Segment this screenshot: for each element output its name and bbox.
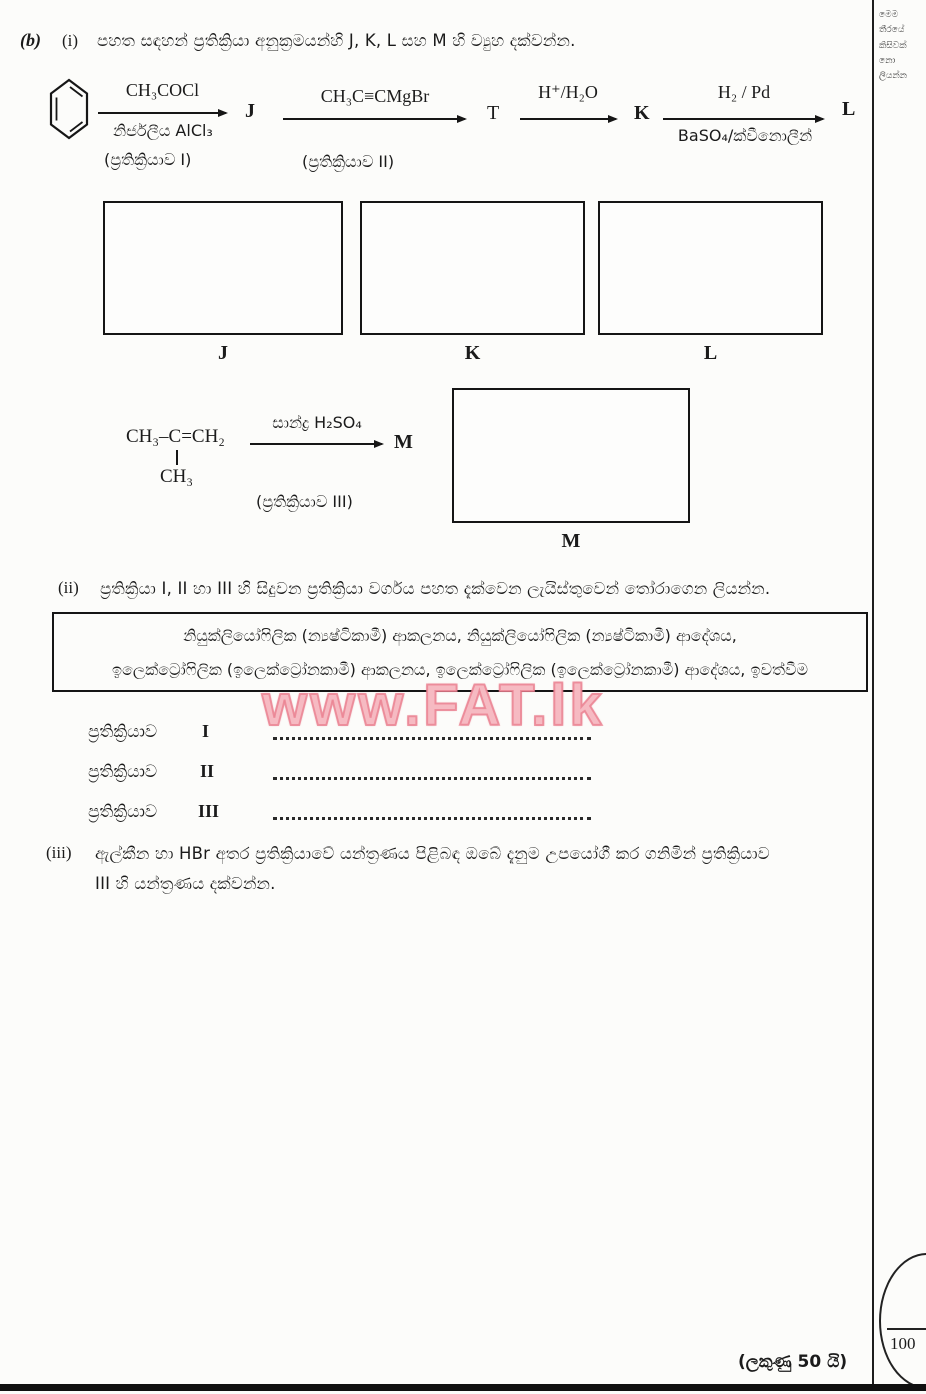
benzene-ring-icon	[47, 78, 91, 147]
part-iii-label: (iii)	[46, 843, 72, 862]
marks-ellipse	[879, 1253, 926, 1389]
watermark-text: www.FAT.lk	[262, 673, 605, 738]
part-iii-text-line2: III හි යන්ත්‍රණය දක්වන්න.	[95, 874, 276, 893]
margin-note-line: කිසිවක්	[879, 40, 907, 51]
answer-row-2-numeral: II	[200, 761, 215, 781]
margin-note-line: තීරයේ	[879, 25, 905, 36]
branch-bond-line	[176, 450, 178, 465]
right-margin-rule	[872, 0, 874, 1390]
marks-total-number: 100	[890, 1334, 916, 1353]
structure-box-l[interactable]	[598, 201, 823, 335]
reaction1-caption: (ප්‍රතික්‍රියාව I)	[104, 150, 192, 169]
reaction3-condition-label: සාන්ද්‍ර H₂SO₄	[272, 413, 362, 432]
reaction3-caption: (ප්‍රතික්‍රියාව III)	[256, 492, 353, 511]
answer-row-1-dotted-line[interactable]	[273, 737, 591, 740]
reaction1-arrow	[98, 112, 226, 114]
box-j-label: J	[218, 342, 228, 364]
structure-box-m[interactable]	[452, 388, 690, 523]
product-l-letter: L	[842, 98, 856, 120]
part-ii-label: (ii)	[58, 578, 79, 597]
box-l-label: L	[703, 342, 718, 364]
options-line-1: නියුක්ලියෝෆිලික (න්‍යෂ්ටිකාමී) ආකලනය, නියුක්ලියෝෆිලික (න්‍යෂ්ටිකාමී) ආදේශය,	[183, 626, 737, 645]
marks-fraction-line	[887, 1328, 926, 1330]
answer-row-2-label: ප්‍රතික්‍රියාව	[88, 762, 158, 782]
structure-box-j[interactable]	[103, 201, 343, 335]
product-k-letter: K	[634, 102, 650, 124]
box-k-label: K	[464, 342, 481, 364]
total-marks-note: (ලකුණු 50 යි)	[738, 1352, 848, 1372]
reaction4-arrow	[663, 118, 823, 120]
question-b-label: (b)	[20, 30, 41, 50]
reaction2-arrow	[283, 118, 465, 120]
answer-row-1-label: ප්‍රතික්‍රියාව	[88, 722, 158, 742]
structure-box-k[interactable]	[360, 201, 585, 335]
options-line-2: ඉලෙක්ට්‍රෝෆිලික (ඉලෙක්ට්‍රෝනකාමී) ආකලනය, ඉලෙක්ට්‍රෝෆිලික (ඉලෙක්ට්‍රෝනකාමී) ආදේශය, ඉවත්වීම	[112, 660, 808, 679]
part-i-label: (i)	[62, 31, 79, 50]
reaction4-reagent: H₂ / Pd	[717, 82, 771, 102]
reaction2-reagent: CH₃C≡CMgBr	[320, 86, 430, 106]
reaction1-condition: නිර්ජලීය AlCl₃	[113, 121, 213, 140]
isobutylene-branch: CH₃	[160, 466, 194, 487]
answer-row-2-dotted-line[interactable]	[273, 777, 591, 780]
reaction1-reagent: CH₃COCl	[125, 80, 200, 100]
box-m-label: M	[561, 530, 581, 552]
part-i-question-text: පහත සඳහන් ප්‍රතික්‍රියා අනුක්‍රමයන්හි J, K, L සහ M හි ව්‍යුහ දක්වන්න.	[97, 31, 576, 50]
answer-row-1-numeral: I	[202, 721, 210, 741]
isobutylene-formula: CH₃–C=CH₂	[126, 426, 225, 447]
part-iii-text-line1: ඇල්කීන හා HBr අතර ප්‍රතික්‍රියාවේ යන්ත්‍රණය පිළිබඳ ඔබේ දැනුම උපයෝගී කර ගනිමින් ප්‍රතික්‍රියාව	[95, 844, 770, 863]
product-j-letter: J	[245, 100, 255, 122]
product-m-letter: M	[394, 431, 413, 453]
margin-note	[879, 8, 925, 84]
margin-note-line: මෙම	[879, 10, 899, 20]
product-t-letter: T	[487, 102, 500, 124]
part-ii-question-text: ප්‍රතික්‍රියා I, II හා III හි සිදුවන ප්‍රතික්‍රියා වර්ගය පහත දැක්වෙන ලැයිස්තුවෙන් තෝරාගෙන ලියන්න.	[100, 579, 771, 598]
answer-row-3-dotted-line[interactable]	[273, 817, 591, 820]
answer-row-3-numeral: III	[198, 801, 220, 821]
reaction-type-options-box	[52, 612, 868, 692]
reaction4-condition: BaSO₄/ක්වීනොලීන්	[677, 126, 813, 145]
answer-row-3-label: ප්‍රතික්‍රියාව	[88, 802, 158, 822]
reaction3-reagent: H⁺/H₂O	[538, 82, 598, 102]
reaction2-caption: (ප්‍රතික්‍රියාව II)	[302, 152, 395, 171]
reaction3-scheme-arrow	[250, 443, 382, 445]
reaction3-arrow	[520, 118, 616, 120]
page-bottom-border	[0, 1384, 926, 1391]
margin-note-line: නො ලියන්න	[879, 55, 907, 82]
